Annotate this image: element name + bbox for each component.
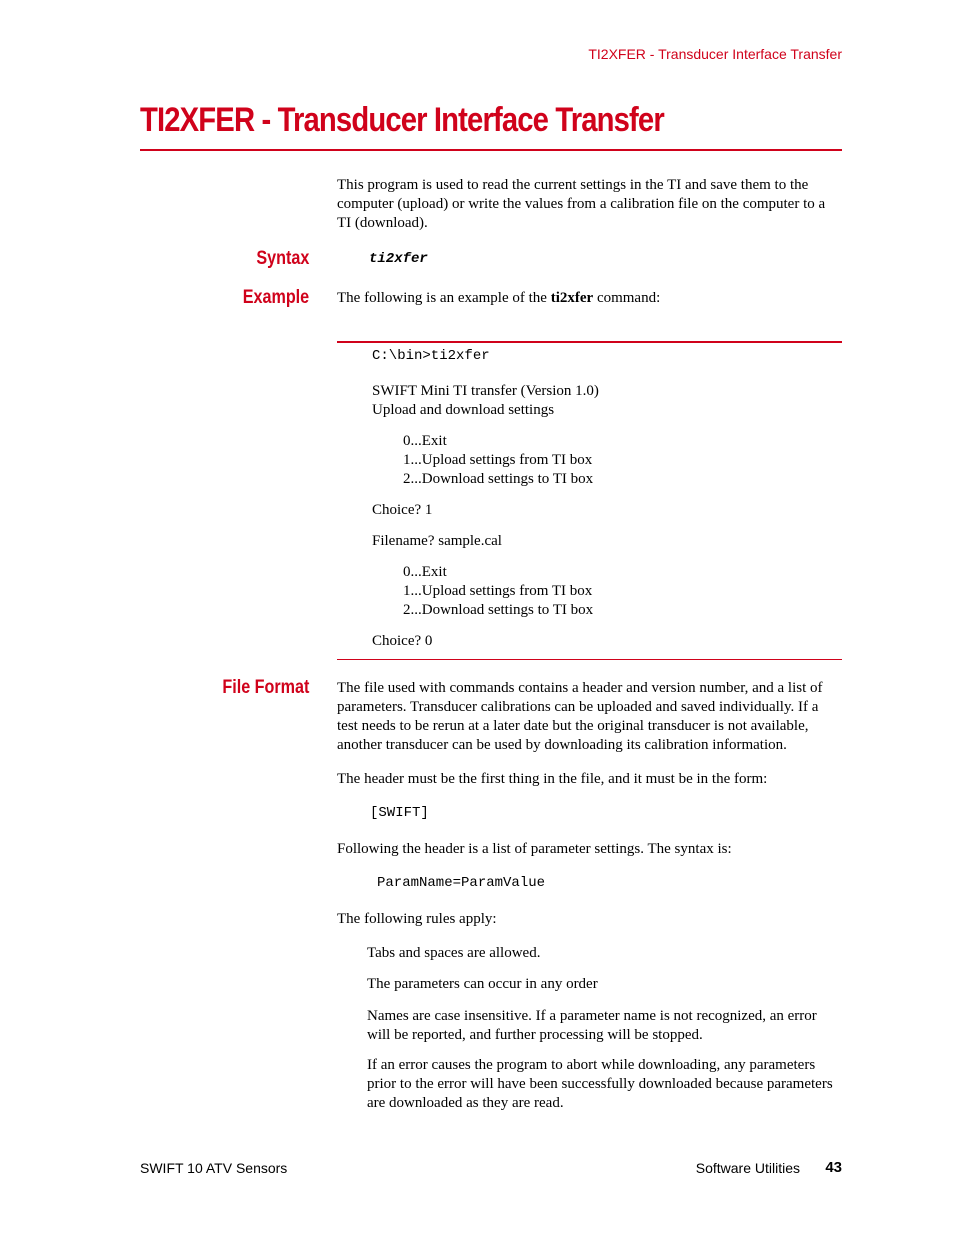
menu-1-upload: 1...Upload settings from TI box	[403, 452, 593, 468]
example-bottom-rule	[337, 659, 842, 660]
menu-2-upload: 1...Upload settings from TI box	[403, 583, 593, 599]
file-format-paragraph-4: The following rules apply:	[337, 911, 497, 927]
example-intro-tail: command:	[593, 290, 661, 306]
page-number: 43	[825, 1159, 842, 1176]
file-format-paragraph-3: Following the header is a list of parameter settings. The syntax is:	[337, 841, 732, 857]
param-code: ParamName=ParamValue	[377, 875, 546, 891]
example-banner-line-2: Upload and download settings	[372, 402, 555, 418]
example-banner-line-1: SWIFT Mini TI transfer (Version 1.0)	[372, 383, 599, 399]
example-intro	[337, 289, 842, 308]
file-format-paragraph-1: The file used with commands contains a header and version number, and a list of parameters. Transducer calibrations can be uploaded and saved individually. If a test needs to be rerun at a later date but the original transducer is not available, another transducer can be used by downloading its calibration information.	[337, 680, 823, 753]
rule-item: Tabs and spaces are allowed.	[367, 945, 541, 961]
example-top-rule	[337, 341, 842, 343]
syntax-command: ti2xfer	[369, 251, 428, 267]
filename-prompt: Filename? sample.cal	[372, 533, 502, 549]
file-format-paragraph-2: The header must be the first thing in the file, and it must be in the form:	[337, 771, 768, 787]
menu-1-exit: 0...Exit	[403, 433, 447, 449]
header-code: [SWIFT]	[370, 805, 429, 821]
rule-item: Names are case insensitive. If a parameter name is not recognized, an error will be reported, and further processing will be stopped.	[367, 1008, 817, 1043]
title-rule	[140, 149, 842, 151]
choice-2: Choice? 0	[372, 633, 433, 649]
menu-2-exit: 0...Exit	[403, 564, 447, 580]
page-title: TI2XFER - Transducer Interface Transfer	[140, 101, 664, 139]
running-header: TI2XFER - Transducer Interface Transfer	[588, 46, 842, 62]
choice-1: Choice? 1	[372, 502, 433, 518]
footer-section: Software Utilities	[695, 1160, 800, 1176]
footer-product: SWIFT 10 ATV Sensors	[140, 1160, 288, 1176]
rule-item: If an error causes the program to abort while downloading, any parameters prior to the error will have been successfully downloaded because parameters are downloaded as they are read.	[367, 1057, 833, 1111]
menu-2-download: 2...Download settings to TI box	[403, 602, 594, 618]
example-command-name: ti2xfer	[550, 290, 594, 306]
file-format-heading: File Format	[221, 677, 309, 698]
example-intro-text: The following is an example of the	[337, 290, 551, 306]
rule-item: The parameters can occur in any order	[367, 976, 598, 992]
example-prompt: C:\bin>ti2xfer	[372, 348, 490, 364]
example-heading: Example	[242, 287, 309, 308]
syntax-heading: Syntax	[256, 248, 309, 269]
menu-1-download: 2...Download settings to TI box	[403, 471, 594, 487]
intro-paragraph: This program is used to read the current settings in the TI and save them to the computer (upload) or write the values from a calibration file on the computer to a TI (download).	[337, 177, 826, 231]
